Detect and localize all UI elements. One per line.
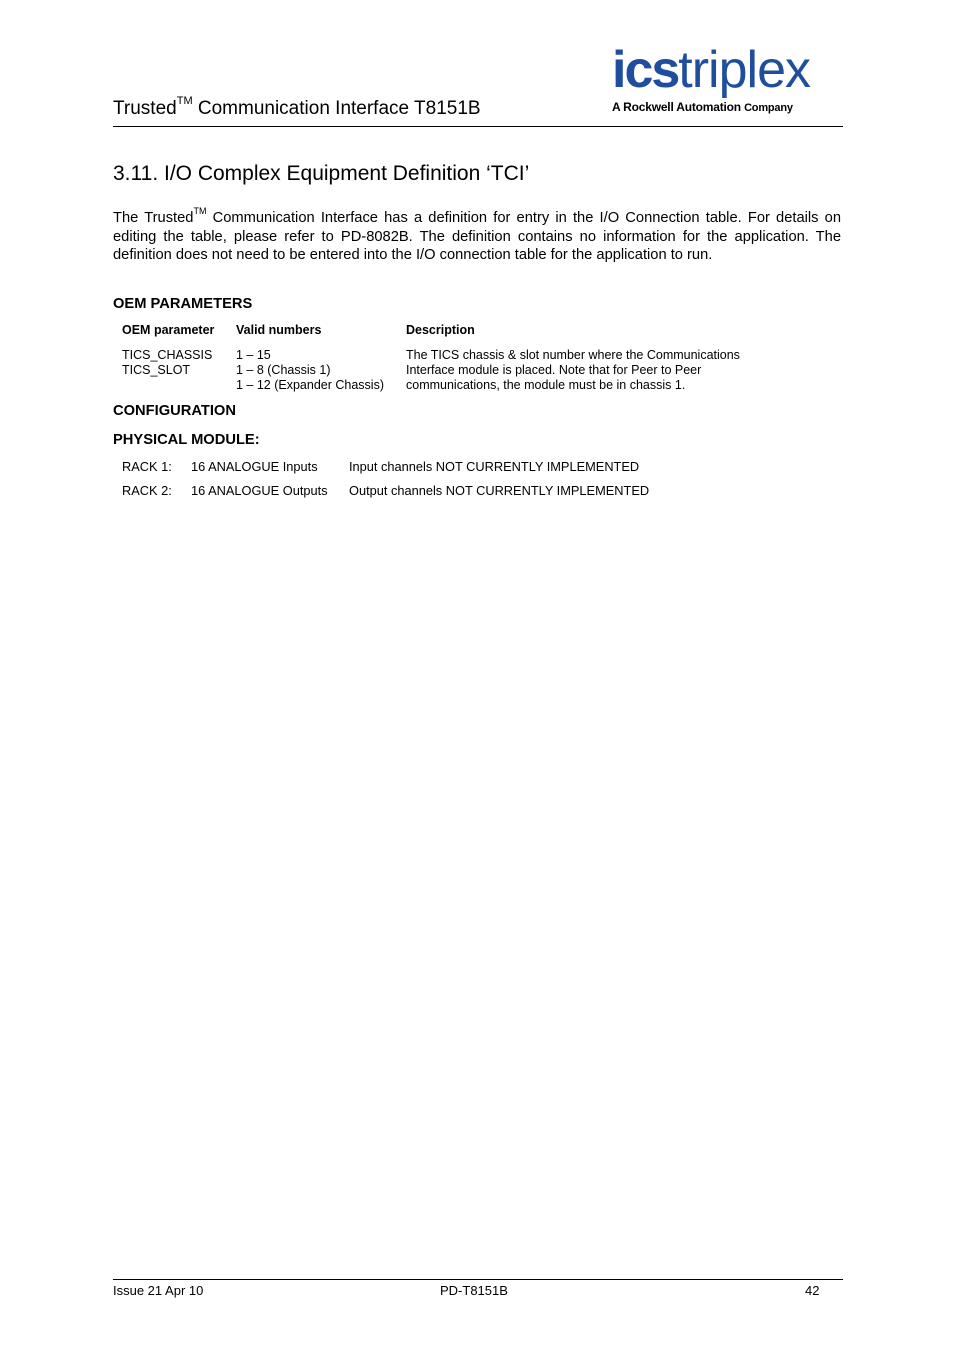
intro-paragraph [113,206,841,265]
intro-rest: Communication Interface has a definition for entry in the I/O Connection table. For details on editing the table, please refer to PD-8082B. The definition contains no information for the application. The definition does not need to be entered into the I/O connection table for the application to run. [113,210,841,263]
description-cell [406,348,740,392]
description-line-3: communications, the module must be in chassis 1. [406,377,686,392]
rack-label: RACK 2: [122,483,172,498]
param-tics-chassis: TICS_CHASSIS [122,348,213,362]
oem-param-cell [122,348,212,378]
rack-type: 16 ANALOGUE Inputs [191,459,318,474]
rack-description: Output channels NOT CURRENTLY IMPLEMENTED [349,483,650,498]
physical-module-heading: PHYSICAL MODULE: [113,432,260,448]
col-header-description: Description [406,323,475,337]
intro-trademark: TM [193,206,207,217]
description-line-1: The TICS chassis & slot number where the Communications [406,348,740,362]
footer-issue: Issue 21 Apr 10 [113,1283,204,1298]
col-header-oem-parameter: OEM parameter [122,323,215,337]
footer-page-number: 42 [805,1283,820,1298]
valid-range-2: 1 – 8 (Chassis 1) [236,362,331,377]
section-heading: 3.11. I/O Complex Equipment Definition ‘TCI’ [113,162,530,185]
logo-tagline-small: Company [744,102,793,114]
oem-heading: OEM PARAMETERS [113,296,253,312]
logo-brand-bold: ics [612,41,679,99]
document-title [113,94,481,120]
rack-label: RACK 1: [122,459,172,474]
header-rule [113,126,843,127]
footer-doc-id: PD-T8151B [440,1283,508,1298]
valid-range-3: 1 – 12 (Expander Chassis) [236,377,384,392]
rack-description: Input channels NOT CURRENTLY IMPLEMENTED [349,459,640,474]
valid-numbers-cell [236,348,384,392]
valid-range-1: 1 – 15 [236,348,271,362]
rack-type: 16 ANALOGUE Outputs [191,483,328,498]
intro-start: The Trusted [113,210,194,226]
param-tics-slot: TICS_SLOT [122,362,191,377]
col-header-valid-numbers: Valid numbers [236,323,322,337]
trademark-mark: TM [176,94,193,107]
logo-brand-light: triplex [678,41,811,99]
title-suffix: Communication Interface T8151B [192,98,481,119]
footer-rule [113,1279,843,1280]
logo-tagline: A Rockwell Automation [612,100,741,114]
description-line-2: Interface module is placed. Note that for Peer to Peer [406,362,702,377]
company-logo [612,41,844,114]
configuration-heading: CONFIGURATION [113,403,236,419]
title-prefix: Trusted [113,98,177,119]
